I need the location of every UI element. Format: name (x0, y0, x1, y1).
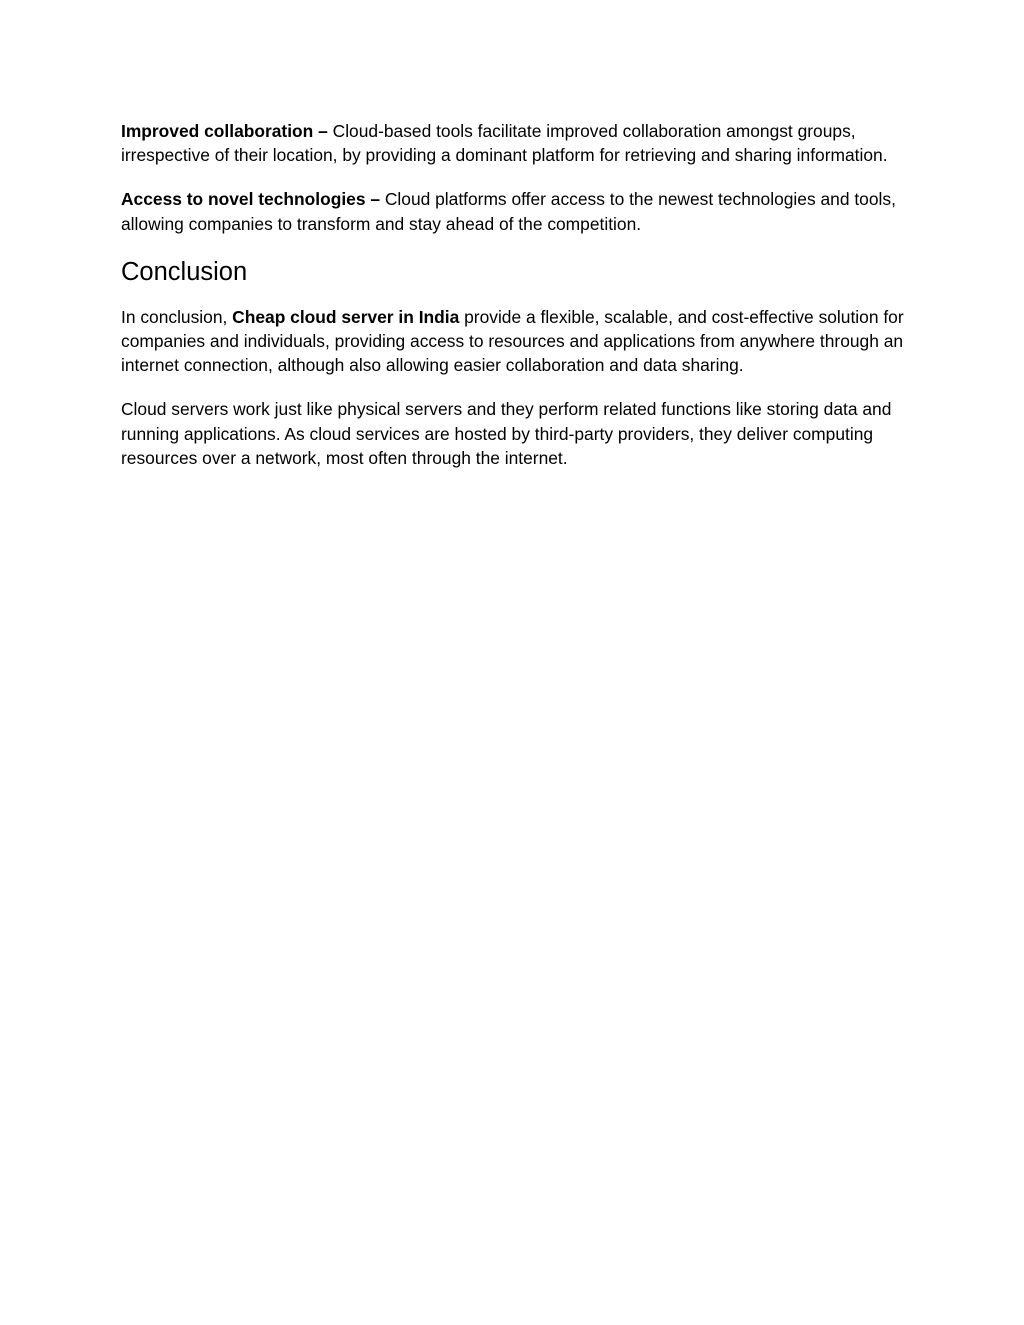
paragraph-access-novel-technologies (121, 187, 911, 236)
term-access-novel-technologies: Access to novel technologies – (121, 189, 381, 210)
term-cheap-cloud-server: Cheap cloud server in India (232, 306, 460, 327)
paragraph-intro: In conclusion, (121, 306, 233, 327)
paragraph-body: provide a flexible, scalable, and cost-effective solution for companies and individuals, providing access to resources and applications from anywhere through an internet connection, although also allowing easier collaboration and data sharing. (121, 306, 904, 376)
document-page (121, 119, 911, 490)
paragraph-conclusion (121, 305, 911, 378)
paragraph-body: Cloud-based tools facilitate improved collaboration amongst groups, irrespective of their location, by providing a dominant platform for retrieving and sharing information. (121, 121, 888, 166)
paragraph-body: Cloud platforms offer access to the newest technologies and tools, allowing companies to transform and stay ahead of the competition. (121, 189, 896, 234)
term-improved-collaboration: Improved collaboration – (121, 121, 328, 141)
paragraph-improved-collaboration (121, 119, 911, 168)
paragraph-cloud-servers: Cloud servers work just like physical servers and they perform related functions like storing data and running applications. As cloud services are hosted by third-party providers, they deliver computing resources over a network, most often through the internet. (121, 399, 892, 469)
section-heading-conclusion: Conclusion (121, 257, 248, 286)
